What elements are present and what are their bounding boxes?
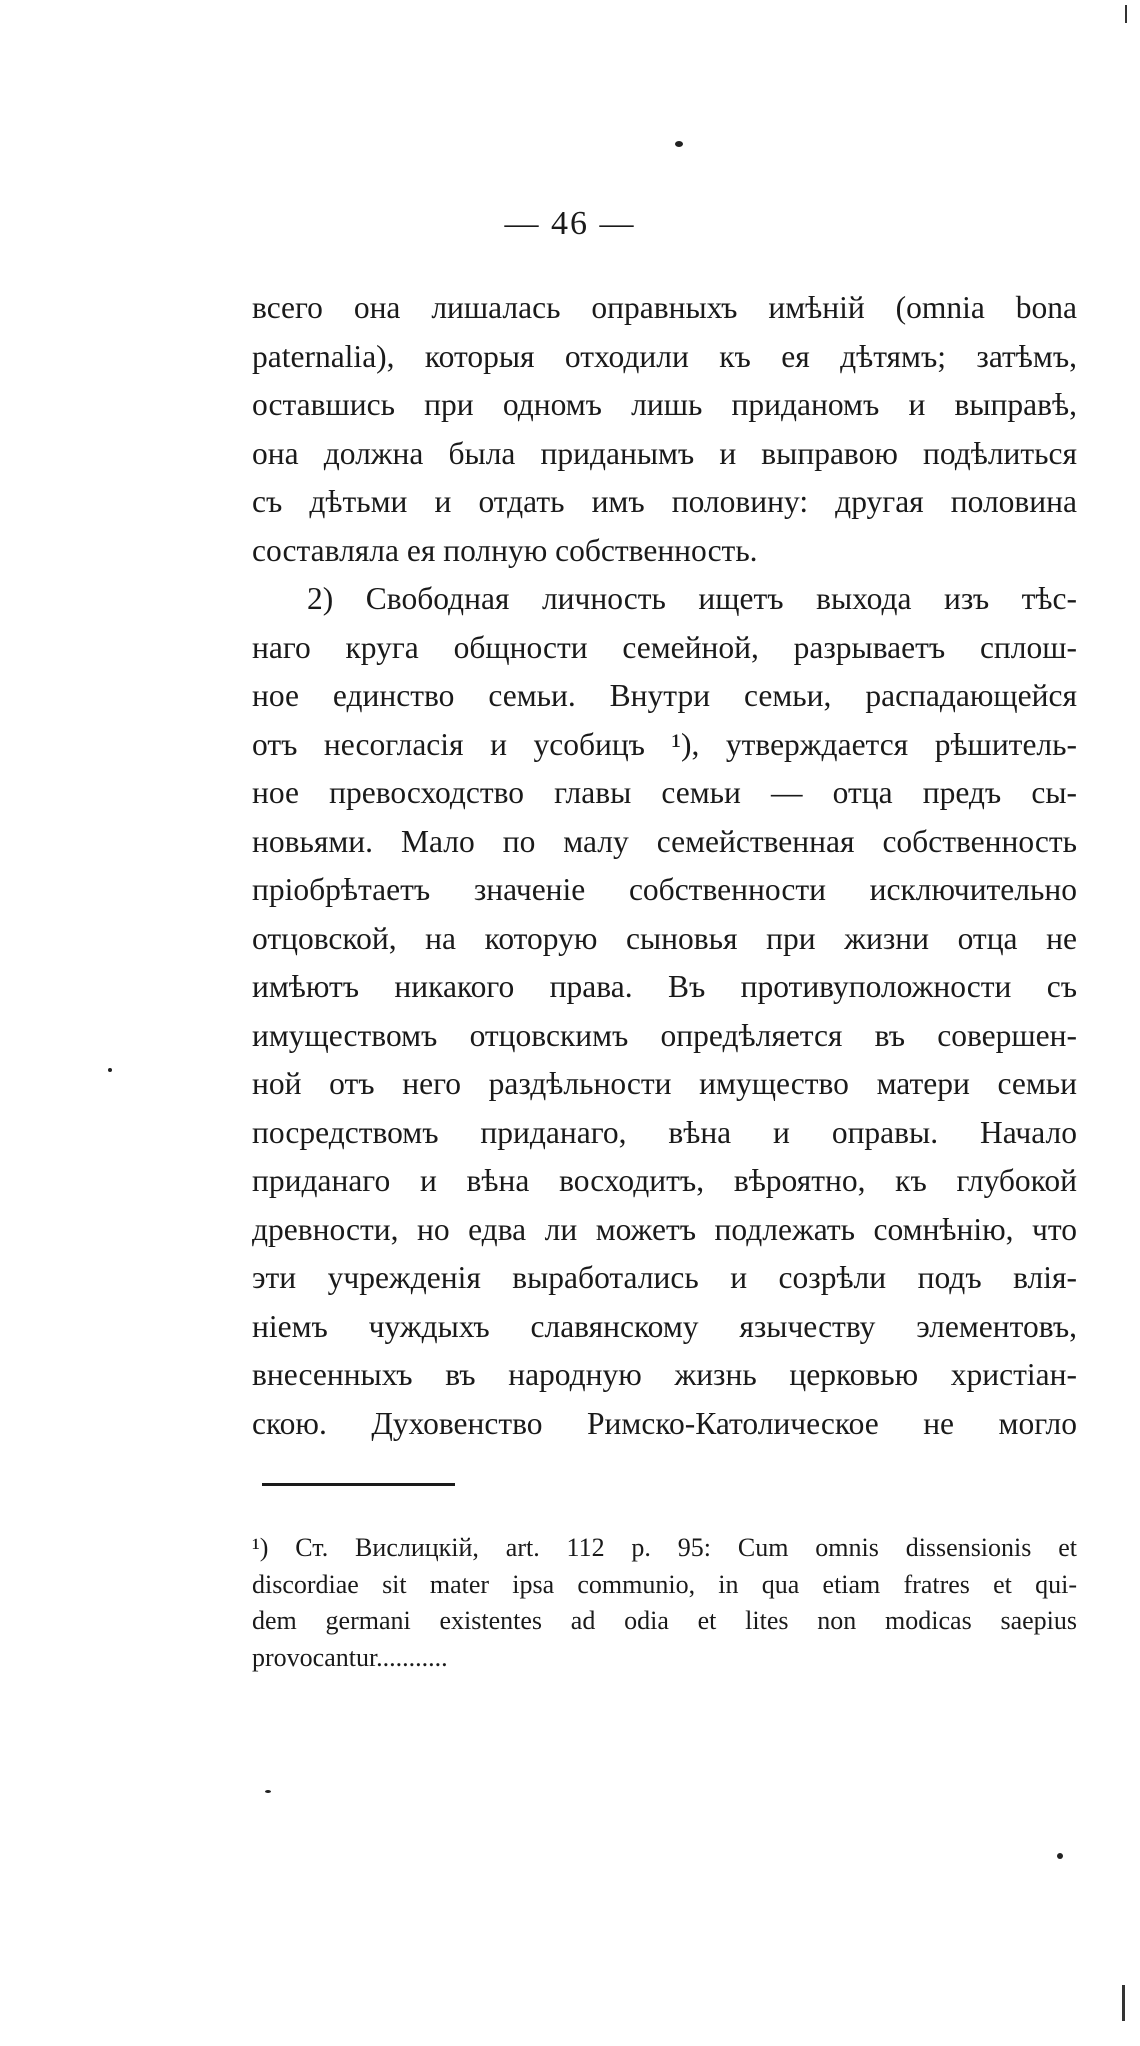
footnote-line: ¹) Ст. Вислицкій, art. 112 p. 95: Cum omnis dissensionis et [252, 1533, 1077, 1562]
text-line: скою. Духовенство Римско-Католическое не могло [252, 1405, 1077, 1441]
text-line: посредствомъ приданаго, вѣна и оправы. Начало [252, 1114, 1077, 1150]
text-line: древности, но едва ли можетъ подлежать сомнѣнію, что [252, 1211, 1077, 1247]
footnote-line: provocantur........... [252, 1642, 448, 1672]
text-line: пріобрѣтаетъ значеніе собственности исключительно [252, 872, 1077, 907]
ink-speck-top [675, 141, 683, 147]
text-line: съ дѣтьми и отдать имъ половину: другая половина [252, 484, 1077, 519]
paragraph-start-line: 2) Свободная личность ищетъ выхода изъ тѣс- [307, 581, 1077, 616]
text-line: новьями. Мало по малу семейственная собственность [252, 823, 1077, 859]
text-line: оставшись при одномъ лишь приданомъ и выправѣ, [252, 387, 1077, 422]
footnote-line: discordiae sit mater ipsa communio, in qua etiam fratres et qui- [252, 1569, 1077, 1599]
ink-speck-bottom-right [1057, 1853, 1063, 1859]
ink-speck-bottom-left [265, 1790, 271, 1793]
text-line: наго круга общности семейной, разрываетъ сплош- [252, 629, 1077, 665]
page-number: — 46 — [504, 205, 636, 242]
ink-speck-left [108, 1068, 112, 1072]
text-line: всего она лишалась оправныхъ имѣній (omnia bona [252, 290, 1077, 325]
main-text [252, 284, 1077, 1448]
text-line: приданаго и вѣна восходитъ, вѣроятно, къ глубокой [252, 1163, 1077, 1198]
text-line: эти учрежденія выработались и созрѣли подъ влія- [252, 1260, 1077, 1295]
text-line: отъ несогласія и усобицъ ¹), утверждается рѣшитель- [252, 726, 1077, 762]
edge-mark-top-right [1125, 5, 1127, 23]
edge-mark-bottom-right [1122, 1985, 1125, 2021]
footnote [252, 1530, 1077, 1676]
text-line: ное превосходство главы семьи — отца предъ сы- [252, 775, 1077, 810]
text-line: составляла ея полную собственность. [252, 532, 758, 568]
text-line: отцовской, на которую сыновья при жизни отца не [252, 920, 1077, 956]
text-line: ной отъ него раздѣльности имущество матери семьи [252, 1066, 1077, 1101]
text-line: имѣютъ никакого права. Въ противуположности съ [252, 969, 1077, 1004]
text-line: paternalia), которыя отходили къ ея дѣтямъ; затѣмъ, [252, 338, 1077, 374]
text-line: ніемъ чуждыхъ славянскому язычеству элементовъ, [252, 1308, 1077, 1344]
text-line: имуществомъ отцовскимъ опредѣляется въ совершен- [252, 1017, 1077, 1053]
text-line: ное единство семьи. Внутри семьи, распадающейся [252, 678, 1077, 713]
footnote-rule [262, 1483, 455, 1486]
footnote-line: dem germani existentes ad odia et lites non modicas saepius [252, 1606, 1077, 1635]
text-line: внесенныхъ въ народную жизнь церковью христіан- [252, 1357, 1077, 1392]
text-line: она должна была приданымъ и выправою подѣлиться [252, 435, 1077, 471]
